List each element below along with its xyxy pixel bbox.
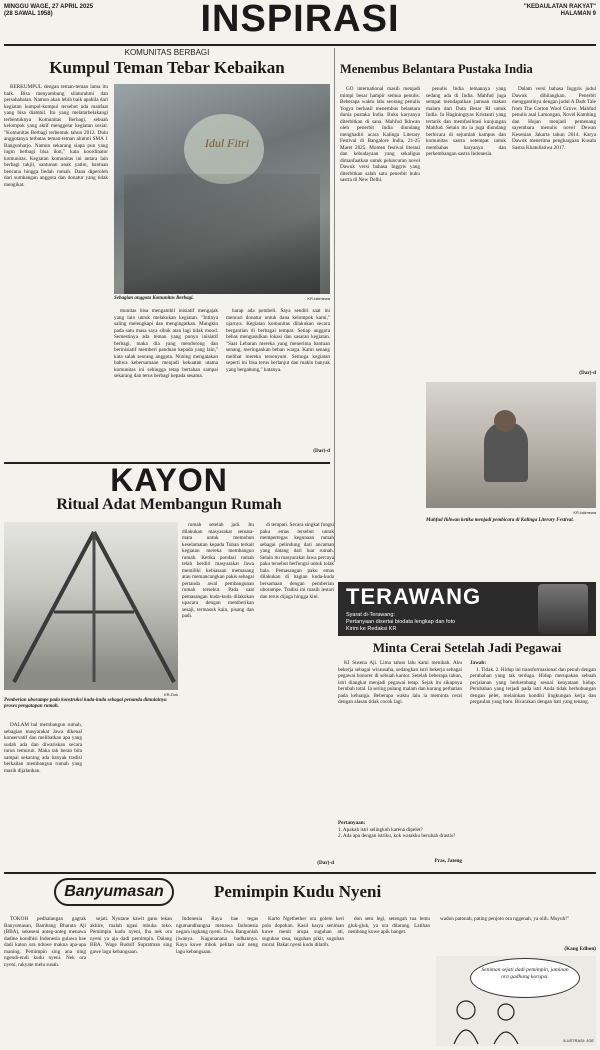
speaker-head: [494, 410, 516, 432]
terawang-letter: [338, 660, 462, 818]
banyumasan-col3-text: Indonesia Raya bae tegas ngumandhangna menawa Indonesia negara ingkang nyeni. Jiwa. Bangunlah jiwanya. Kagunanana badhannya. Kaya kuwe mbok pelitan sair neng lagu kebangsaan.: [176, 916, 258, 955]
cartoon-credit: ILUSTRASI: JOE: [563, 1038, 594, 1043]
header-rule: [4, 44, 596, 46]
terawang-letter-text: KI Susena Aji. Lima tahun lalu kami menikah. Aku bekerja sebagai wirausaha, sedangkan istri bekerja sebagai pegawai honorer di sebuah kantor. Setelah beberapa tahun, istri diangkat menjadi pegawai tetap. Sejak itu sikapnya berubah total. Ia sering pulang malam dan kurang perhatian pada keluarga. Beberapa waktu lalu ia meminta cerai dengan alasan tidak cocok lagi.: [338, 660, 462, 705]
terawang-signature: Pras, Jateng: [434, 858, 462, 864]
kayon-credit: KR-Dok: [163, 692, 178, 697]
kumpul-column-1: [4, 84, 108, 456]
banyumasan-title: Pemimpin Kudu Nyeni: [214, 882, 382, 901]
kayon-column-1: [4, 722, 82, 868]
belantara-article: [340, 48, 596, 578]
banyumasan-col5-text: don setu legi, setengah tua lemu gluk-gluk, ya ora dilarang. Latihan nembang kuwe apik banget.: [348, 916, 430, 935]
kumpul-col1-text: BERKUMPUL dengan teman-teman lama itu baik. Bisa menyambung silaturahmi dan persahabatan. Namun akan lebih baik apabila dari kegiatan kumpul-kumpul tersebut ada manfaat yang bisa diambil. Itu yang melatarbelakangi terbentuknya Komunitas Berbagi, sebuah kelompok yang aktif menggelar kegiatan sosial. "Komunitas Berbagi terbentuk tahun 2012. Dulu anggotanya terbatas teman-teman alumni SMA 1 Bangunharjo. Namun sekarang siapa pun yang ingin berbagi bisa ikut," kata koordinator komunitas. Kegiatan komunitas ini antara lain berbagi takjil, santunan anak yatim, bantuan bencana hingga bedah rumah. Dana diperoleh dari sumbangan anggota dan donatur yang tidak mengikat.: [4, 84, 108, 188]
kumpul-caption: Sebagian anggota Komunitas Berbagi.: [114, 296, 194, 301]
paper-name: "KEDAULATAN RAKYAT": [523, 4, 596, 10]
kayon-col3-text: di tempati. Secara singkat fungsi paku emas tersebut untuk mempertegas kegunaan rumah sebagai pelindung dari ancaman yang datang dari luar rumah. Selain itu masyarakat Jawa percaya paku tersebut berfungsi untuk tolak bala. Pemasangan paku emas dilakukan di bagian kuda-kuda bersamaan dengan pemberian uborampe. Tradisi ini masih lestari dan terus dijaga hingga kini.: [260, 522, 334, 600]
banyumasan-column-6: [434, 916, 596, 946]
terawang-answer: [470, 660, 596, 864]
terawang-rule-3: Kirim ke Redaksi KR: [346, 626, 397, 632]
banyumasan-col2-text: sejati. Nyutane kawit ganu lekan akhire, malah ngasi mbuka toko. Pemimpin kudu nyeni, lha nek ora nyeni ya aja dadi pemimpin. Dalang BBA. Wage Rudolf Supratman sing gawe lagu kebangsaan.: [90, 916, 172, 955]
terawang-column: [338, 582, 596, 872]
roof-frame-illustration: [4, 522, 178, 690]
photo-banner-text: Idul Fitri: [204, 136, 250, 150]
edition-javanese-date: (28 SAWAL 1958): [4, 11, 53, 17]
answer-label: Jawab:: [470, 660, 487, 666]
kayon-article: [4, 462, 334, 872]
terawang-title: TERAWANG: [346, 584, 482, 609]
banyumasan-column-2: [90, 916, 172, 1044]
kumpul-article: [4, 48, 330, 462]
photo-people: [124, 174, 320, 294]
column-divider: [334, 48, 335, 562]
questions-label: Pertanyaan:: [338, 820, 366, 826]
kayon-author: (Dar)-d: [317, 860, 334, 866]
kayon-column-2: [182, 522, 254, 868]
kumpul-kicker: KOMUNITAS BERBAGI: [124, 48, 210, 57]
terawang-rule-1: Syarat di-Terawang:: [346, 612, 395, 618]
banyumasan-col6-text: wadon patonah, pating penjoto ora nggenah, ya olih. Muyuh!": [440, 916, 570, 922]
terawang-rule-2: Pertanyaan disertai biodata lengkap dan foto: [346, 619, 456, 625]
kumpul-column-3: [226, 308, 330, 448]
kumpul-credit: KR-Istimewa: [307, 296, 330, 301]
edition-date: MINGGU WAGE, 27 APRIL 2025: [4, 4, 94, 10]
banyumasan-col4-text: Karto Ngethether ora golem keri polo dopokan. Kasil karya seniman kuwe menit arupa suguhan ati, suguhan rasa, suguhan pikir, suguhan moral. Bakat nyeni kudu dilatih.: [262, 916, 344, 948]
columnist-photo: [538, 584, 588, 634]
belantara-col1-text: GO international masih menjadi mimpi besar hampir semua penulis. Beberapa waktu lalu seorang penulis Yogya berhasil menembus belantara dunia pustaka India. Buku karyanya diterbitkan di sana. Mahfud Ikhwan oleh penerbit India diundang menghadiri acara Kalinga Literary Festival di Bangalore India, 21-25 Maret 2025. Momen festival literasi dan kebudayaan yang sekaligus dimanfaatkan untuk peluncuran novel Dawuk versi bahasa Inggris yang diterbitkan salah satu penerbit buku sastra di New Delhi.: [340, 86, 420, 183]
cartoon-illustration: [436, 956, 596, 1046]
belantara-credit: KR-Istimewa: [573, 510, 596, 515]
kumpul-author: (Dar)-d: [313, 448, 330, 454]
banyumasan-column-3: [176, 916, 258, 1044]
terawang-headline: Minta Cerai Setelah Jadi Pegawai: [372, 640, 562, 655]
kumpul-col2-text: munitas bisa mengambil inisiatif mengajak yang lain untuk melakukan kegiatan. "Intinya saling melengkapi dan mengingatkan. Mungkin pada satu masa saya sibuk atau lagi tidak mood. Semestinya ada teman yang punya inisiatif berbagi, maka dia yang mendorong dan berinisiatif memberi panduan kepada yang lain," kata salah seorang anggota. Nuning mengatakan bahwa kebersamaan menjadi kekuatan utama komunitas ini sehingga tetap bertahan sampai sekarang dan terus berbagi kepada sesama.: [114, 308, 218, 379]
kayon-column-3: [260, 522, 334, 858]
answer-text: 1. Tidak. 2. Hidup ini transformasional dan penuh dengan perubahan yang tak terduga. Hidup merupakan sebuah perjalanan yang berkembang sesuai kenyataan hidup. Perubahan yang terjadi pada istri Anda tidak berhubungan dengan pelet, melainkan kondisi lingkungan kerja dan pergaulan yang baru. Bicarakan dengan hati yang tenang.: [470, 666, 596, 705]
masthead: INSPIRASI: [200, 0, 400, 40]
banyumasan-rule: [4, 872, 596, 874]
kayon-caption: Pemberian uborampe pada konstruksi kuda-kuda sebagai penanda dimulainya proses pengatapan rumah.: [4, 698, 167, 709]
kayon-col1-text: DALAM hal membangun rumah, sebagian masyarakat Jawa dikenal konservatif dan melibatkan apa yang sudah ada dan diwariskan secara turun temurun. Maka tak heran bila sampai sekarang ada banyak tradisi berkaitan membangun rumah yang masih dijalankan.: [4, 722, 82, 774]
belantara-column-1: [340, 86, 420, 526]
banyumasan-column-5: [348, 916, 430, 1044]
belantara-photo: [426, 382, 596, 508]
belantara-author: (Dar)-d: [579, 370, 596, 376]
belantara-column-3: [512, 86, 596, 368]
question-2: 2. Ada apa dengan istriku, kok watakku berubah drastis?: [338, 833, 456, 839]
cartoon-speech-bubble: Seniman sejati dadi pemimpin, jaminan ora gadhang korupsi.: [470, 958, 580, 998]
kayon-photo: [4, 522, 178, 690]
terawang-rules: [346, 612, 455, 633]
belantara-caption: Mahfud Ikhwan ketika menjadi pembicara di Kalinga Literary Festival.: [426, 518, 574, 523]
belantara-column-2: [426, 86, 506, 368]
banyumasan-article: [4, 876, 596, 1048]
banyumasan-column-1: [4, 916, 86, 1044]
page-number: HALAMAN 9: [560, 11, 596, 17]
banyumasan-col1-text: TOKOH pedhalangan gagrak Banyumasan, Bambang Bharata Aji (BBA), sekeseni anteg-anteg menawa dadine kondhisi Indonesia gulawa bae dadi katon ora nduwe makna apa-apa maning. Pemimpin sing ana ning ngendi-endi kudu nyeni. Nek ora nyeni, rakyate melu susah.: [4, 916, 86, 968]
kumpul-title: Kumpul Teman Tebar Kebaikan: [49, 58, 285, 77]
kayon-title: Ritual Adat Membangun Rumah: [56, 496, 282, 513]
kumpul-column-2: [114, 308, 218, 456]
terawang-banner: [338, 582, 596, 636]
banyumasan-column-4: [262, 916, 344, 1044]
belantara-col3-text: Dalam versi bahasa Inggris judul Dawuk dihilangkan. Penerbit menggantinya dengan judul A Dark Tale from The Cotton Wool Grove. Mahfud penulis asal Lamongan, Novel Kambing dan Hujan menjadi pemenang sayembara menulis novel Dewan Kesenian Jakarta tahun 2014. Karya Dawuk menerima penghargaan Kusala Sastra Khatulistiwa 2017.: [512, 86, 596, 151]
belantara-title: Menembus Belantara Pustaka India: [340, 62, 533, 76]
kumpul-col3-text: harap ada pembeli. Saya sendiri saat ini mencari donatur untuk dana kelompok kami," ujarnya. Kegiatan komunitas dilakukan secara bergantian di berbagai tempat. Setiap anggota bebas mengusulkan lokasi dan sasaran kegiatan. "Saat Lebaran mereka yang menerima bantuan senang, meringankan beban warga. Kami senang melihat mereka tersenyum. Semoga kegiatan seperti ini bisa terus berlanjut dan makin banyak yang bergabung," katanya.: [226, 308, 330, 373]
kumpul-photo: [114, 84, 330, 294]
banyumasan-author: (Kang Edhon): [564, 946, 596, 952]
belantara-col2-text: penulis India temannya yang sedang ada di India. Mahfud juga sempat mendapatkan jamuan makan malam dari Duta Besar RI untuk India. Ia Haginingtyas Kristanti yang tertarik dan memfasilitasi kunjungan Mahfud. Selain itu ia juga diundang berbicara di sejumlah kampus dan komunitas sastra setempat untuk membahas karyanya dan perkembangan sastra Indonesia.: [426, 86, 506, 157]
banyumasan-label: Banyumasan: [54, 878, 174, 906]
kayon-col2-text: rumah setelah jadi. Itu dilakukan masyarakat semata-mata untuk memohon keselamatan kepada Tuhan terkait kegiatan mereka membangun rumah. Ketika pondasi rumah telah berdiri masyarakat Jawa memiliki kebiasaan memasang atau memancangkan pakis sebagai pertanda awal pembangunan rumah tersebut. Pada saat pemasangan kuda-kuda dilakukan upacara dengan memberikan sesaji, termasuk kain, pisang dan padi.: [182, 522, 254, 619]
question-1: 1. Apakah istri selingkuh karena dipelet?: [338, 826, 423, 833]
kayon-kicker: KAYON: [110, 462, 228, 498]
